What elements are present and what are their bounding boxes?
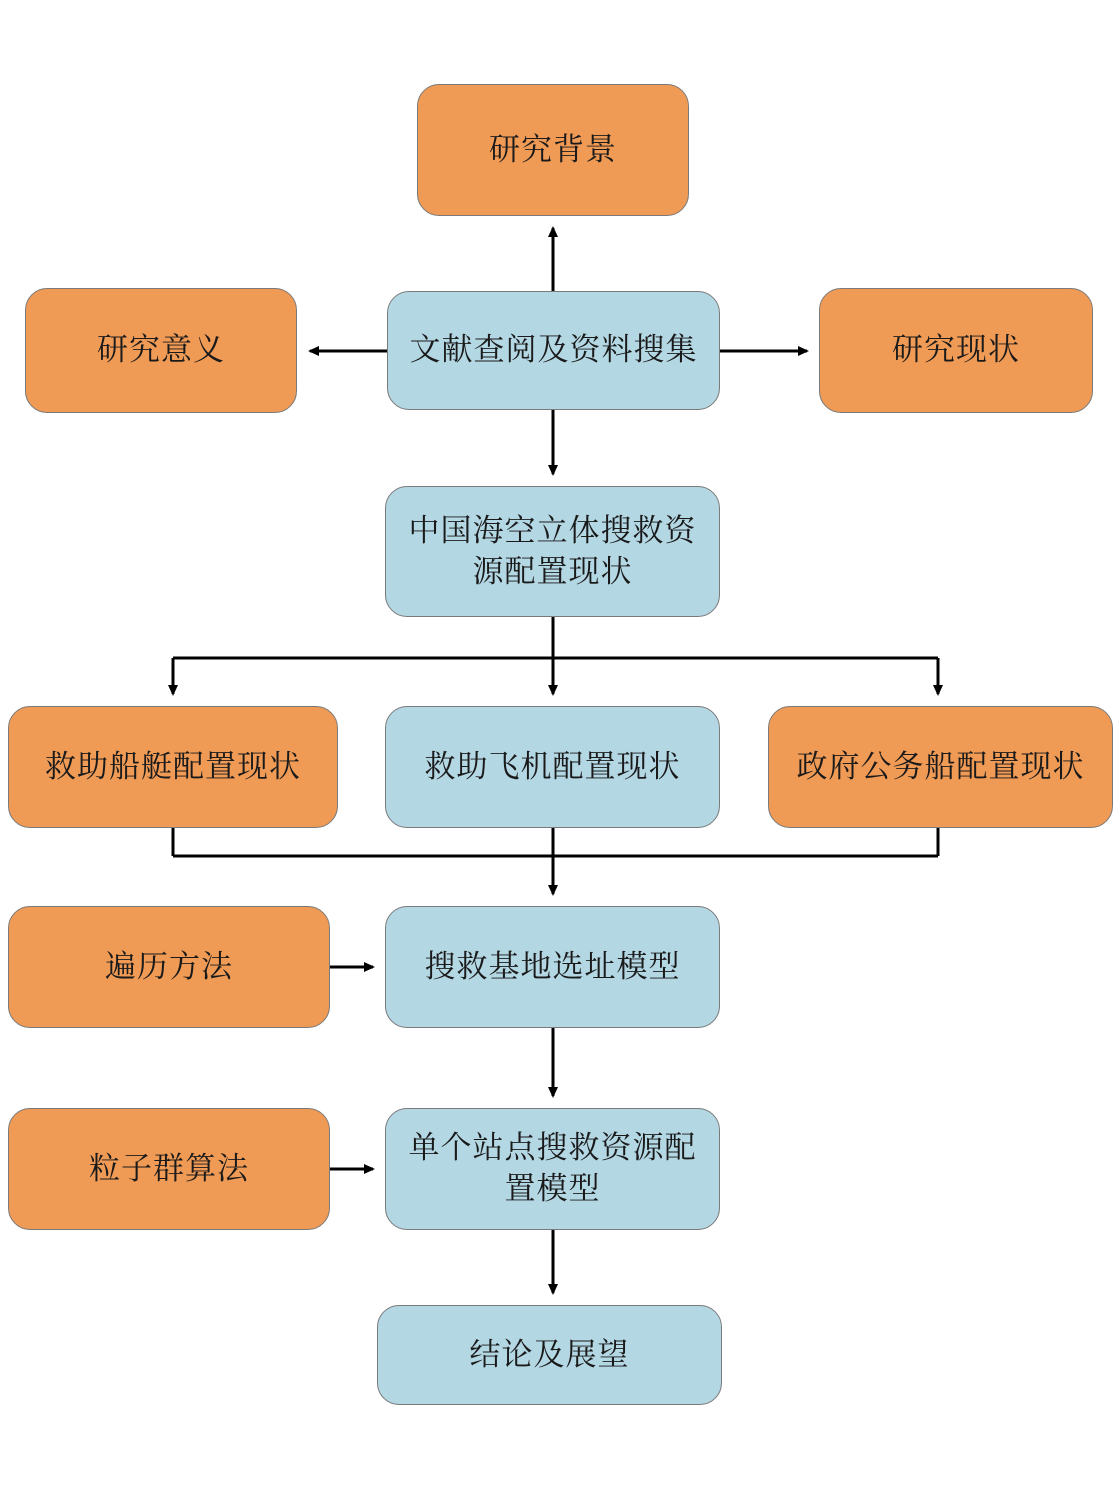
- node-label: 结论及展望: [469, 1336, 630, 1372]
- node-label: 救助船艇配置现状: [45, 748, 301, 784]
- node-label: 文献查阅及资料搜集: [409, 332, 698, 368]
- node-label: 中国海空立体搜救资源配置现状: [408, 512, 697, 589]
- node-research-significance[interactable]: [25, 288, 297, 413]
- node-research-background[interactable]: [417, 84, 689, 216]
- node-label: 救助飞机配置现状: [424, 748, 681, 784]
- node-label: 遍历方法: [105, 948, 233, 984]
- node-label: 粒子群算法: [89, 1150, 249, 1186]
- node-government-vessel-status[interactable]: [768, 706, 1113, 828]
- node-literature-review[interactable]: [387, 291, 720, 410]
- node-label: 搜救基地选址模型: [424, 948, 681, 984]
- node-rescue-aircraft-status[interactable]: [385, 706, 720, 828]
- edge-china-to-three: [173, 617, 938, 694]
- node-particle-swarm-algorithm[interactable]: [8, 1108, 330, 1230]
- node-label: 单个站点搜救资源配置模型: [408, 1130, 697, 1206]
- edge-three-to-sitemodel: [173, 828, 938, 894]
- node-label: 政府公务船配置现状: [796, 748, 1085, 784]
- node-research-status[interactable]: [819, 288, 1093, 413]
- node-traversal-method[interactable]: [8, 906, 330, 1028]
- node-single-station-allocation-model[interactable]: [385, 1108, 720, 1230]
- node-china-resource-status[interactable]: [385, 486, 720, 617]
- node-label: 研究现状: [892, 332, 1020, 368]
- node-conclusion-outlook[interactable]: [377, 1305, 722, 1405]
- node-base-location-model[interactable]: [385, 906, 720, 1028]
- node-rescue-boat-status[interactable]: [8, 706, 338, 828]
- node-label: 研究意义: [97, 332, 225, 368]
- node-label: 研究背景: [489, 131, 617, 167]
